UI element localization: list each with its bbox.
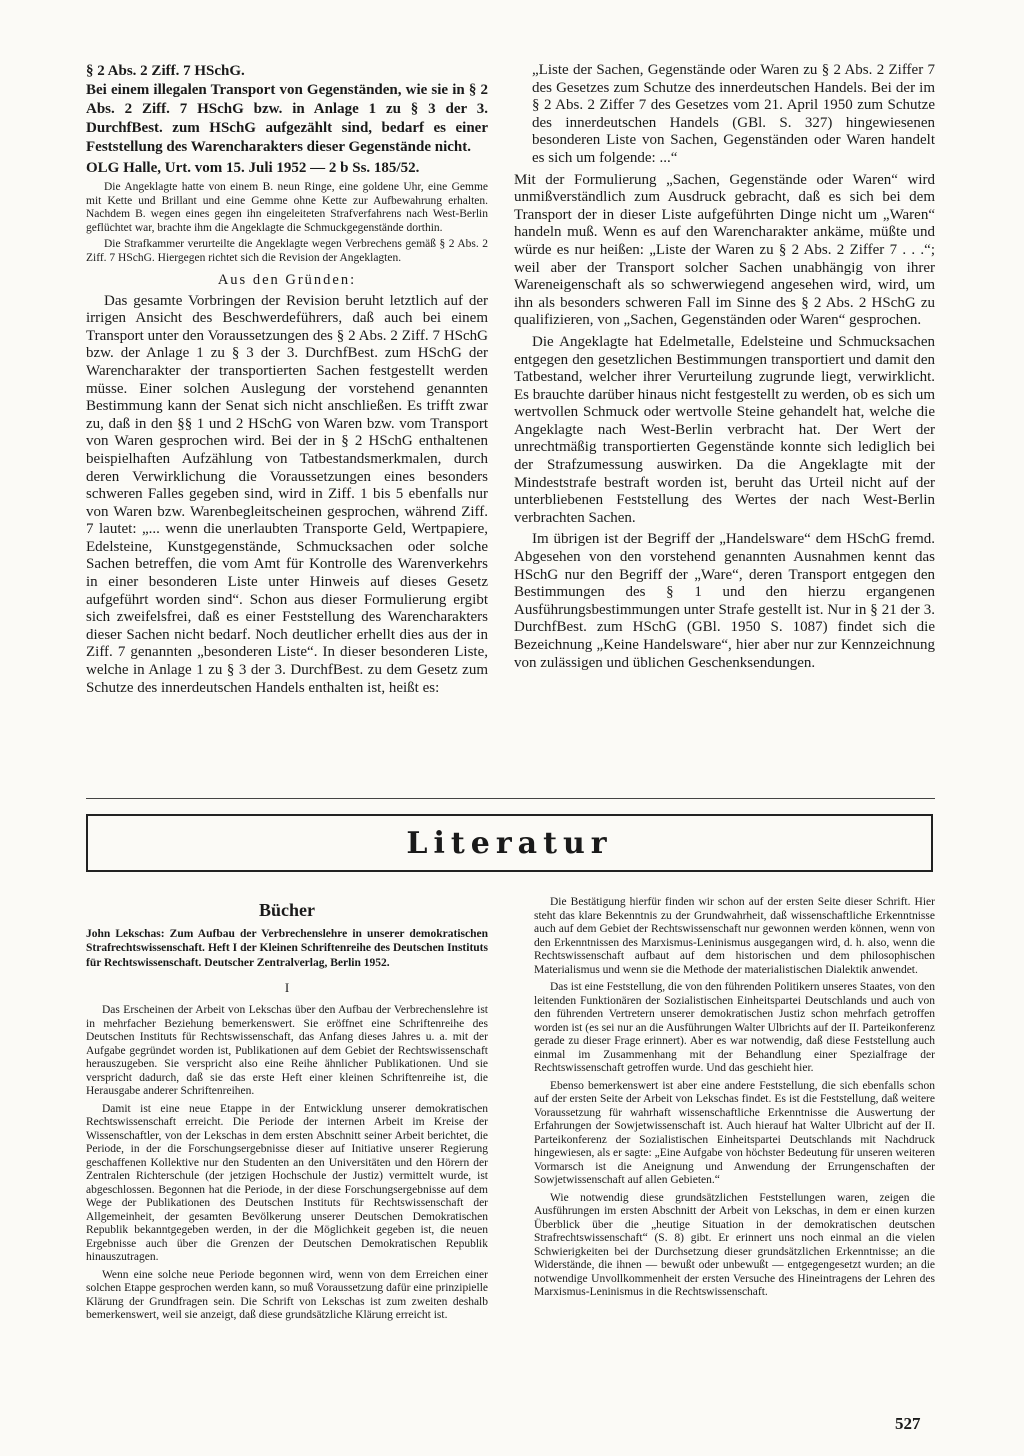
section-number: I <box>284 980 290 996</box>
reasons-paragraph: Das gesamte Vorbringen der Revision beruht letztlich auf der irrigen Ansicht des Beschwerdeführers, daß auch bei einem Transport unter den Voraussetzungen des § 2 Abs. 2 Ziff. 7 HSchG bzw. der Anlage 1 zu § 3 der 3. DurchfBest. zum HSchG der Warencharakter der transportierten Sachen festgestellt werden müsse. Einer solchen Auslegung der vorstehend genannten Bestimmung kann der Senat sich nicht anschließen. Es trifft zwar zu, daß in den §§ 1 und 2 HSchG von Waren bzw. vom Transport von Waren gesprochen wird. Bei der in § 2 HSchG enthaltenen beispielhaften Aufzählung von Tatbestandsmerkmalen, durch deren Verwirklichung die Voraussetzungen eines besonders schweren Falles gegeben sind, wird in Ziff. 1 bis 5 ebenfalls nur von Waren bzw. Warenbegleitscheinen gesprochen, während Ziff. 7 lautet: „... wenn die unerlaubten Transporte Geld, Wertpapiere, Edelsteine, Kunstgegenstände, Schmucksachen oder solche Sachen betreffen, die vom Amt für Kontrolle des Warenverkehrs in einer besonderen Liste unter Hinweis auf dieses Gesetz aufgeführt worden sind“. Schon aus dieser Formulierung ergibt sich zweifelsfrei, daß es einer Feststellung des Warencharakters dieser Sachen nicht bedarf. Noch deutlicher erhellt dies aus der in Ziff. 7 genannten „besonderen Liste“. In dieser besonderen Liste, welche in Anlage 1 zu § 3 der 3. DurchfBest. zu dem Gesetz zum Schutze des innerdeutschen Handels enthalten ist, heißt es: <box>86 292 488 696</box>
book-citation: John Lekschas: Zum Aufbau der Verbrechenslehre in unserer demokratischen Strafrechtswissenschaft. Heft I der Kleinen Schriftenreihe des Deutschen Instituts für Rechtswissenschaft. Deutscher Zentralverlag, Berlin 1952. <box>86 928 488 969</box>
reasons-paragraph-3: Die Angeklagte hat Edelmetalle, Edelsteine und Schmucksachen entgegen den gesetzlichen Bestimmungen transportiert und damit den Tatbestand, welcher ihrer Verurteilung zugrunde liegt, verwirklicht. Es brauchte darüber hinaus nicht festgestellt zu werden, ob es sich um wertvollen Schmuck oder wertvolle Steine gehandelt hat, welche die Angeklagte nach West-Berlin verbracht hat. Der Wert der unrechtmäßig transportierten Gegenstände konnte sich lediglich bei der Strafzumessung auswirken. Da die Angeklagte mit der Mindeststrafe bestraft worden ist, beruht das Urteil nicht auf der unterbliebenen Feststellung des Wertes der nach West-Berlin verbrachten Sachen. <box>514 333 935 526</box>
case-facts-paragraph-1: Die Angeklagte hatte von einem B. neun Ringe, eine goldene Uhr, eine Gemme mit Kette und Brillant und eine Gemme ohne Kette zur Aufbewahrung erhalten. Nachdem B. wegen eines gegen ihn eingeleiteten Strafverfahrens nach West-Berlin geflüchtet war, brachte ihm die Angeklagte die Schmuckgegenstände dorthin. <box>86 181 488 234</box>
reasons-paragraph-2: Mit der Formulierung „Sachen, Gegenstände oder Waren“ wird unmißverständlich zum Ausdruck gebracht, daß es sich bei dem Transport der in dieser Liste aufgeführten Dinge nicht um „Waren“ handeln muß. Wenn es auf den Warencharakter ankäme, müßte und würde es nur heißen: „Liste der Waren zu § 2 Abs. 2 Ziffer 7 . . .“; weil aber der Transport solcher Sachen unabhängig von ihrer Wareneigenschaft als so schwerwiegend angesehen wird, wird, um ihn als besonders schweren Fall im Sinne des § 2 Abs. 2 HSchG zu qualifizieren, von „Sachen, Gegenständen oder Waren“ gesprochen. <box>514 171 935 329</box>
page-number: 527 <box>895 1414 921 1433</box>
review-paragraph-4: Die Bestätigung hierfür finden wir schon auf der ersten Seite dieser Schrift. Hier steht das klare Bekenntnis zu der Grundwahrheit, daß wissenschaftliche Erkenntnisse auch auf dem Gebiet der Rechtswissenschaft nur gewonnen werden können, wenn von den Erkenntnissen des Marxismus-Leninismus ausgegangen wird, d. h. also, wenn die Rechtswissenschaft aufbaut auf dem historischen und dem philosophischen Materialismus und wenn sie die Methode der materialistischen Dialektik anwendet. <box>534 896 935 976</box>
review-paragraph-7: Wie notwendig diese grundsätzlichen Feststellungen waren, zeigen die Ausführungen im ersten Abschnitt der Arbeit von Lekschas, in dem er einen kurzen Überblick über die „heutige Situation in der demokratischen deutschen Strafrechtswissenschaft“ (S. 8) gibt. Er erinnert uns noch einmal an die vielen Schwierigkeiten bei der Durchsetzung dieser grundsätzlichen Erkenntnisse; an die Widerstände, die ihnen — bewußt oder unbewußt — entgegengesetzt wurden; an die notwendige Unvollkommenheit der ersten Versuche des Hineintragens der Lehren des Marxismus-Leninismus in die Rechtswissenschaft. <box>534 1191 935 1298</box>
right-column <box>514 62 935 672</box>
reasons-heading: Aus den Gründen: <box>217 271 357 288</box>
literatur-left-column <box>86 896 488 1323</box>
quoted-list-text: „Liste der Sachen, Gegenstände oder Waren zu § 2 Abs. 2 Ziffer 7 des Gesetzes zum Schutze des innerdeutschen Handels. Bei der im § 2 Abs. 2 Ziffer 7 des Gesetzes vom 21. April 1950 zum Schutze des innerdeutschen Handels (GBl. S. 327) hingewiesenen besonderen Liste von Sachen, Gegenständen oder Waren handelt es sich um folgende: ...“ <box>532 62 935 166</box>
literatur-right-column <box>534 892 935 1300</box>
literatur-banner <box>86 814 933 872</box>
review-paragraph-6: Ebenso bemerkenswert ist aber eine andere Feststellung, die sich ebenfalls schon auf der ersten Seite der Arbeit von Lekschas findet. Es ist die Feststellung, daß weitere Voraussetzung für wahrhaft wissenschaftliche Erkenntnisse die Auswertung der Erfahrungen der Sowjetwissenschaft ist. Auch hierauf hat Walter Ulbricht auf der II. Parteikonferenz der Sozialistischen Einheitspartei Deutschlands mit Nachdruck hingewiesen, als er sagte: „Eine Aufgabe von höchster Bedeutung für unseren weiteren Vormarsch ist die Aneignung und Anwendung der Errungenschaften der Sowjetwissenschaft auf allen Gebieten.“ <box>534 1079 935 1186</box>
case-court-reference: OLG Halle, Urt. vom 15. Juli 1952 — 2 b Ss. 185/52. <box>86 160 420 176</box>
review-paragraph-2: Damit ist eine neue Etappe in der Entwicklung unserer demokratischen Rechtswissenschaft erreicht. Die Periode der internen Arbeit im Kreise der Wissenschaftler, von der Lekschas in dem ersten Abschnitt seiner Arbeit berichtet, die Periode, in der die Forschungsergebnisse dieser auf Initiative unserer Regierung geschaffenen Kollektive nur den Studenten an den Universitäten und den Hörern der Zentralen Richterschule (der jetzigen Hochschule der Justiz) vermittelt wurde, ist abgeschlossen. Begonnen hat die Periode, in der diese Forschungsergebnisse auf dem Wege der Publikationen des Deutschen Instituts für Rechtswissenschaft der Allgemeinheit, der gesamten Bevölkerung unserer Deutschen Demokratischen Republik bekanntgegeben werden, in der die Möglichkeit gegeben ist, die neuen Ergebnisse auch über die Grenzen der Deutschen Demokratischen Republik hinauszutragen. <box>86 1102 488 1264</box>
case-headnote: Bei einem illegalen Transport von Gegenständen, wie sie in § 2 Abs. 2 Ziff. 7 HSchG bzw. in Anlage 1 zu § 3 der 3. DurchfBest. zum HSchG aufgezählt sind, bedarf es einer Feststellung des Warencharakters dieser Gegenstände nicht. <box>86 82 488 155</box>
case-statute-heading: § 2 Abs. 2 Ziff. 7 HSchG. <box>86 63 245 79</box>
literatur-title: Literatur <box>406 825 613 861</box>
case-facts-paragraph-2: Die Strafkammer verurteilte die Angeklagte wegen Verbrechens gemäß § 2 Abs. 2 Ziff. 7 HSchG. Hiergegen richtet sich die Revision der Angeklagten. <box>86 238 488 264</box>
review-paragraph-3: Wenn eine solche neue Periode begonnen wird, wenn von dem Erreichen einer solchen Etappe gesprochen werden kann, so muß Voraussetzung dafür eine prinzipielle Klärung der Grundfragen sein. Die Schrift von Lekschas ist zum zweiten deshalb bemerkenswert, weil sie anzeigt, daß diese grundsätzliche Klärung erreicht ist. <box>86 1268 488 1322</box>
review-paragraph-1: Das Erscheinen der Arbeit von Lekschas über den Aufbau der Verbrechenslehre ist in mehrfacher Beziehung bemerkenswert. Sie eröffnet eine Schriftenreihe des Deutschen Instituts für Rechtswissenschaft, das Anfang dieses Jahres u. a. mit der Aufgabe gegründet worden ist, Publikationen auf dem Gebiet der Rechtswissenschaft herauszugeben. Sie verspricht also eine Reihe ähnlicher Publikationen. Und sie verspricht dadurch, daß sie das erste Heft einer kleinen Schriftenreihe ist, die Herausgabe anderer Schriftenreihen. <box>86 1004 488 1098</box>
section-divider <box>86 798 935 799</box>
reasons-paragraph-4: Im übrigen ist der Begriff der „Handelsware“ dem HSchG fremd. Abgesehen von den vorstehend genannten Ausnahmen kennt das HSchG nur den Begriff der „Ware“, deren Transport entgegen den Bestimmungen des § 1 und den hierzu ergangenen Ausführungsbestimmungen unter Strafe gestellt ist. Nur in § 21 der 3. DurchfBest. zum HSchG (GBl. 1950 S. 1087) findet sich die Bezeichnung „Keine Handelsware“, hier aber nur zur Kennzeichnung von zulässigen und üblichen Geschenksendungen. <box>514 531 935 671</box>
books-heading: Bücher <box>259 900 315 920</box>
left-column <box>86 62 488 697</box>
review-paragraph-5: Das ist eine Feststellung, die von den führenden Politikern unseres Staates, von den leitenden Funktionären der Sozialistischen Einheitspartei Deutschlands und auch von den führenden Vertretern unserer demokratischen Justiz schon mehrfach getroffen worden ist (es sei nur an die Ausführungen Walter Ulbrichts auf der II. Parteikonferenz gerade zu dieser Frage erinnert). Aber es war notwendig, daß diese Feststellung auch einmal im Zusammenhang mit der Behandlung einer Spezialfrage der Rechtswissenschaft getroffen wurde. Und das geschieht hier. <box>534 981 935 1074</box>
